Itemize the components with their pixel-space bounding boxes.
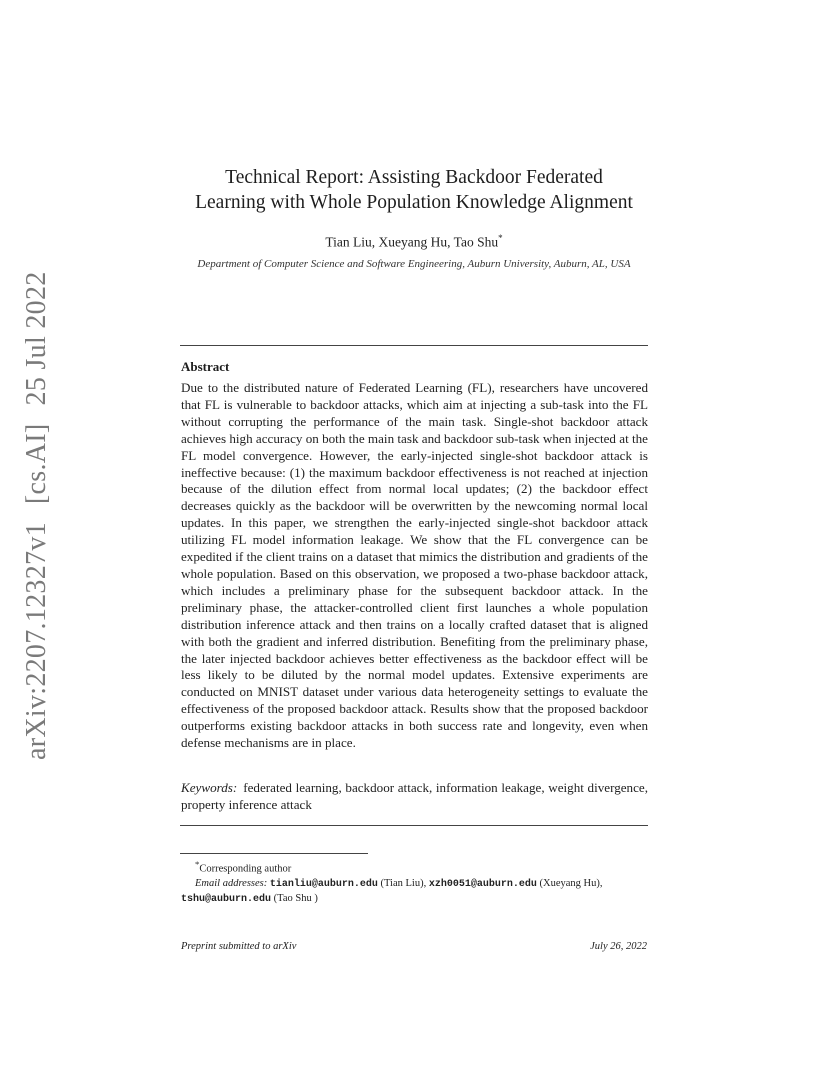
author-list: [150, 233, 678, 251]
arxiv-identifier: arXiv:2207.12327v1: [21, 522, 52, 760]
footnote-corresponding: [181, 857, 648, 877]
email-link[interactable]: tianliu@auburn.edu: [269, 878, 378, 890]
preprint-note: Preprint submitted to arXiv: [181, 941, 297, 952]
email-label: Email addresses:: [195, 877, 268, 889]
title-line-2: Learning with Whole Population Knowledge Alignment: [195, 192, 633, 213]
footnote-corresponding-text: Corresponding author: [199, 863, 292, 875]
arxiv-category: [cs.AI]: [21, 423, 52, 505]
email-owner: (Xueyang Hu),: [539, 877, 603, 889]
top-rule: [180, 345, 648, 346]
author-names: Tian Liu, Xueyang Hu, Tao Shu: [325, 234, 499, 250]
email-owner: (Tian Liu),: [380, 877, 427, 889]
bottom-rule: [180, 825, 648, 826]
email-owner: (Tao Shu ): [273, 892, 318, 904]
keywords-text: federated learning, backdoor attack, information leakage, weight divergence, property inference attack: [181, 780, 648, 812]
abstract-heading: Abstract: [181, 359, 230, 374]
abstract-body: Due to the distributed nature of Federated Learning (FL), researchers have uncovered that FL is vulnerable to backdoor attacks, which aim at injecting a sub-task into the FL without corrupting the performance of the main task. Single-shot backdoor attack achieves high accuracy on both the main task and backdoor sub-task when injected at the FL model convergence. However, the early-injected single-shot backdoor attack is ineffective because: (1) the maximum backdoor effectiveness is not reached at injection because of the dilution effect from normal local updates; (2) the backdoor effect decreases quickly as the backdoor will be overwritten by the newcoming normal local updates. In this paper, we strengthen the early-injected single-shot backdoor attack utilizing FL model information leakage. We show that the FL convergence can be expedited if the client trains on a dataset that mimics the distribution and gradients of the whole population. Based on this observation, we proposed a two-phase backdoor attack, which includes a preliminary phase for the subsequent backdoor attack. In the preliminary phase, the attacker-controlled client first launches a whole population distribution inference attack and then trains on a locally crafted dataset that is aligned with both the gradient and inferred distribution. Benefiting from the preliminary phase, the later injected backdoor achieves better effectiveness as the backdoor effect will be less likely to be diluted by the normal model updates. Extensive experiments are conducted on MNIST dataset under various data heterogeneity settings to evaluate the effectiveness of the proposed backdoor attack. Results show that the proposed backdoor outperforms existing backdoor attacks in both success rate and longevity, even when defense mechanisms are in place.: [181, 380, 648, 751]
footnote-rule: [180, 853, 368, 854]
keywords-label: Keywords:: [181, 780, 238, 795]
keywords: [181, 780, 648, 814]
arxiv-date: 25 Jul 2022: [21, 271, 52, 406]
affiliation: Department of Computer Science and Software Engineering, Auburn University, Auburn, AL, USA: [197, 258, 631, 270]
footnote-emails: [181, 877, 648, 892]
footnote: [181, 857, 648, 907]
paper-title: [150, 165, 678, 215]
footnote-emails-cont: [181, 892, 648, 907]
preprint-date: July 26, 2022: [590, 941, 647, 952]
email-link[interactable]: tshu@auburn.edu: [181, 893, 272, 905]
arxiv-stamp: [17, 271, 57, 760]
email-link[interactable]: xzh0051@auburn.edu: [428, 878, 537, 890]
corresponding-mark: *: [498, 233, 503, 243]
title-line-1: Technical Report: Assisting Backdoor Federated: [225, 167, 603, 188]
footnote-mark: *: [195, 859, 200, 869]
